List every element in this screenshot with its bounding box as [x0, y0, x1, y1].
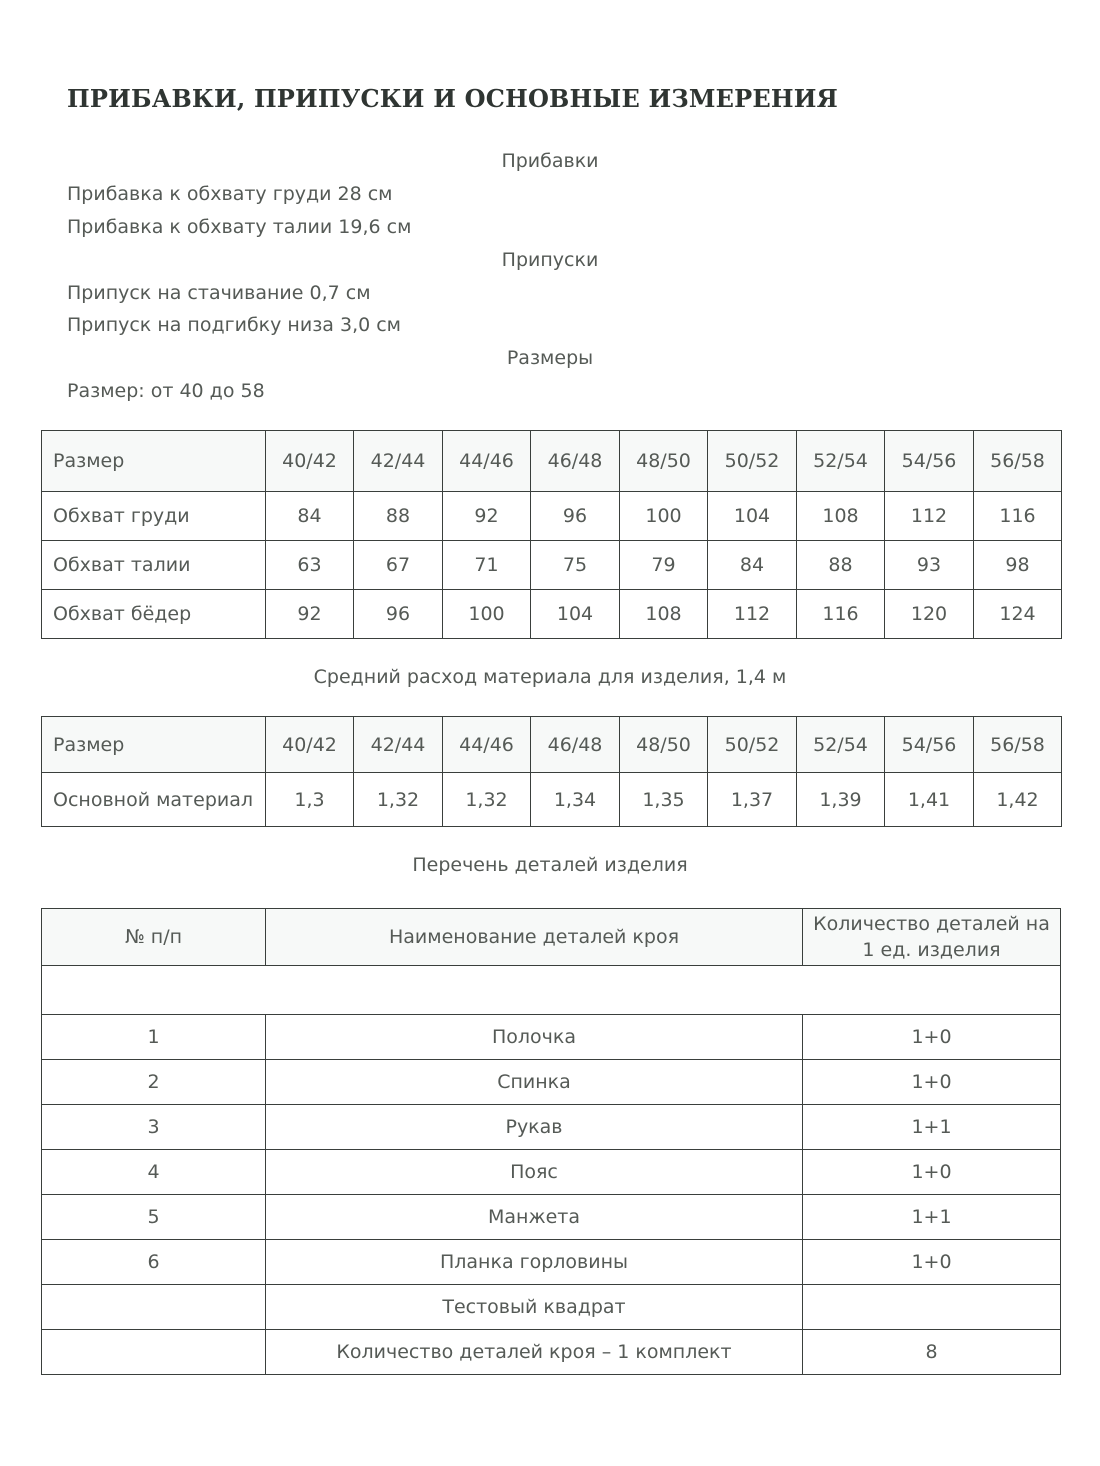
table-row — [42, 1285, 1061, 1330]
table-cell: 104 — [531, 590, 620, 639]
table-cell: 108 — [797, 492, 885, 541]
qty-header-line: Количество деталей на — [813, 913, 1050, 935]
table-row — [42, 541, 1062, 590]
table-cell — [42, 1330, 266, 1375]
total-row — [42, 1330, 1061, 1375]
chest-allowance: Прибавка к обхвату груди 28 см — [67, 183, 393, 205]
row-label: Обхват груди — [42, 492, 266, 541]
measurements-header-row — [42, 431, 1062, 492]
seam-allowances-heading: Припуски — [501, 249, 599, 271]
header-cell: 48/50 — [620, 717, 708, 773]
parts-table — [41, 908, 1061, 1375]
parts-heading: Перечень деталей изделия — [412, 854, 688, 876]
table-cell: 104 — [708, 492, 797, 541]
table-row — [42, 773, 1062, 827]
blank-row — [42, 966, 1061, 1015]
header-cell: № п/п — [42, 909, 266, 966]
header-cell: 52/54 — [797, 431, 885, 492]
table-cell: Полочка — [266, 1015, 803, 1060]
table-cell: 1+1 — [803, 1105, 1061, 1150]
header-cell — [803, 909, 1061, 966]
table-cell: 79 — [620, 541, 708, 590]
header-cell: 50/52 — [708, 717, 797, 773]
table-cell: 112 — [885, 492, 974, 541]
header-cell: Размер — [42, 431, 266, 492]
header-cell: 42/44 — [354, 431, 443, 492]
table-cell: 100 — [620, 492, 708, 541]
size-range: Размер: от 40 до 58 — [67, 380, 265, 402]
header-cell: Размер — [42, 717, 266, 773]
table-cell: 100 — [443, 590, 531, 639]
consumption-header-row — [42, 717, 1062, 773]
table-cell: 5 — [42, 1195, 266, 1240]
table-cell: 1,39 — [797, 773, 885, 827]
hem-allowance: Припуск на подгибку низа 3,0 см — [67, 314, 402, 336]
table-cell: 88 — [797, 541, 885, 590]
row-label: Основной материал — [42, 773, 266, 827]
table-cell: 1+0 — [803, 1240, 1061, 1285]
table-row — [42, 590, 1062, 639]
header-cell: 40/42 — [266, 431, 354, 492]
table-cell: Рукав — [266, 1105, 803, 1150]
table-cell: 1+0 — [803, 1015, 1061, 1060]
header-cell: 40/42 — [266, 717, 354, 773]
table-cell: 1+0 — [803, 1150, 1061, 1195]
table-cell: 1,34 — [531, 773, 620, 827]
table-cell: 98 — [974, 541, 1062, 590]
table-cell: 96 — [531, 492, 620, 541]
table-cell: 1+0 — [803, 1060, 1061, 1105]
table-cell: 1,32 — [443, 773, 531, 827]
qty-header-line: 1 ед. изделия — [862, 939, 1001, 961]
table-cell: Тестовый квадрат — [266, 1285, 803, 1330]
table-cell: Манжета — [266, 1195, 803, 1240]
table-cell: 1,41 — [885, 773, 974, 827]
table-cell: 3 — [42, 1105, 266, 1150]
table-row — [42, 1150, 1061, 1195]
table-row — [42, 1060, 1061, 1105]
table-cell: 96 — [354, 590, 443, 639]
measurements-table — [41, 430, 1062, 639]
table-cell: 75 — [531, 541, 620, 590]
table-cell: 116 — [974, 492, 1062, 541]
header-cell: 44/46 — [443, 431, 531, 492]
header-cell: 46/48 — [531, 431, 620, 492]
blank-cell — [42, 966, 1061, 1015]
waist-allowance: Прибавка к обхвату талии 19,6 см — [67, 216, 412, 238]
table-cell: Пояс — [266, 1150, 803, 1195]
table-cell: 88 — [354, 492, 443, 541]
header-cell: 46/48 — [531, 717, 620, 773]
table-cell — [803, 1285, 1061, 1330]
table-cell: 92 — [266, 590, 354, 639]
header-cell: 52/54 — [797, 717, 885, 773]
table-cell: Количество деталей кроя – 1 комплект — [266, 1330, 803, 1375]
table-cell: Спинка — [266, 1060, 803, 1105]
table-cell: 120 — [885, 590, 974, 639]
table-cell: 6 — [42, 1240, 266, 1285]
table-cell — [42, 1285, 266, 1330]
table-row — [42, 1240, 1061, 1285]
header-cell: 42/44 — [354, 717, 443, 773]
table-cell: 1,35 — [620, 773, 708, 827]
table-cell: 92 — [443, 492, 531, 541]
header-cell: 56/58 — [974, 431, 1062, 492]
row-label: Обхват бёдер — [42, 590, 266, 639]
table-cell: 84 — [708, 541, 797, 590]
row-label: Обхват талии — [42, 541, 266, 590]
table-cell: 71 — [443, 541, 531, 590]
allowances-heading: Прибавки — [501, 150, 599, 172]
table-cell: 112 — [708, 590, 797, 639]
header-cell: 48/50 — [620, 431, 708, 492]
table-cell: 63 — [266, 541, 354, 590]
table-cell: 84 — [266, 492, 354, 541]
parts-header-row — [42, 909, 1061, 966]
header-cell: 50/52 — [708, 431, 797, 492]
table-cell: 1,42 — [974, 773, 1062, 827]
table-cell: 1+1 — [803, 1195, 1061, 1240]
table-cell: 124 — [974, 590, 1062, 639]
table-cell: 108 — [620, 590, 708, 639]
sizes-heading: Размеры — [506, 347, 594, 369]
consumption-heading: Средний расход материала для изделия, 1,4 м — [313, 666, 787, 688]
table-row — [42, 492, 1062, 541]
table-cell: 1,3 — [266, 773, 354, 827]
table-row — [42, 1195, 1061, 1240]
table-cell: Планка горловины — [266, 1240, 803, 1285]
header-cell: Наименование деталей кроя — [266, 909, 803, 966]
header-cell: 54/56 — [885, 431, 974, 492]
table-cell: 1,32 — [354, 773, 443, 827]
table-cell: 67 — [354, 541, 443, 590]
table-row — [42, 1015, 1061, 1060]
table-row — [42, 1105, 1061, 1150]
table-cell: 93 — [885, 541, 974, 590]
table-cell: 4 — [42, 1150, 266, 1195]
table-cell: 116 — [797, 590, 885, 639]
header-cell: 54/56 — [885, 717, 974, 773]
page-title: ПРИБАВКИ, ПРИПУСКИ И ОСНОВНЫЕ ИЗМЕРЕНИЯ — [67, 84, 839, 113]
header-cell: 56/58 — [974, 717, 1062, 773]
consumption-table — [41, 716, 1062, 827]
table-cell: 8 — [803, 1330, 1061, 1375]
header-cell: 44/46 — [443, 717, 531, 773]
seam-allowance: Припуск на стачивание 0,7 см — [67, 282, 371, 304]
table-cell: 1 — [42, 1015, 266, 1060]
table-cell: 2 — [42, 1060, 266, 1105]
table-cell: 1,37 — [708, 773, 797, 827]
